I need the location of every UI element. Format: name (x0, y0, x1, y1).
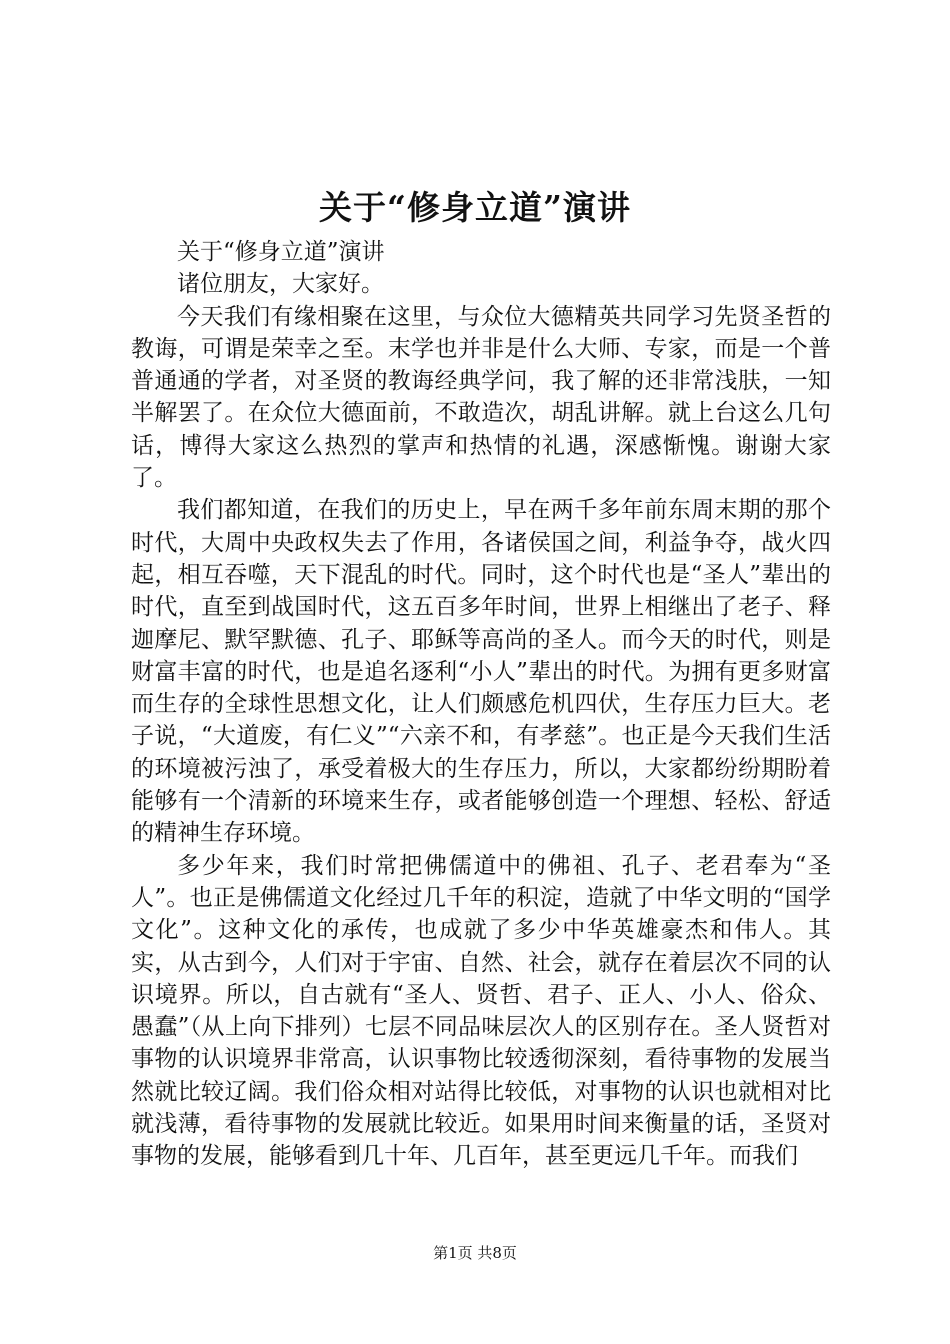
paragraph: 多少年来，我们时常把佛儒道中的佛祖、孔子、老君奉为“圣人”。也正是佛儒道文化经过几千年的积淀，造就了中华文明的“国学文化”。这种文化的承传，也成就了多少中华英雄豪杰和伟人。其实，从古到今，人们对于宇宙、自然、社会，就存在着层次不同的认识境界。所以，自古就有“圣人、贤哲、君子、正人、小人、俗众、愚蠢”（从上向下排列）七层不同品味层次人的区别存在。圣人贤哲对事物的认识境界非常高，认识事物比较透彻深刻，看待事物的发展当然就比较辽阔。我们俗众相对站得比较低，对事物的认识也就相对比就浅薄，看待事物的发展就比较近。如果用时间来衡量的话，圣贤对事物的发展，能够看到几十年、几百年，甚至更远几千年。而我们 (131, 852, 831, 1170)
document-body (131, 236, 831, 1173)
document-title: 关于“修身立道”演讲 (319, 188, 631, 227)
page-number: 第1页 共8页 (433, 1244, 517, 1262)
page-footer (0, 1243, 950, 1263)
paragraph: 今天我们有缘相聚在这里，与众位大德精英共同学习先贤圣哲的教诲，可谓是荣幸之至。末学也并非是什么大师、专家，而是一个普普通通的学者，对圣贤的教诲经典学问，我了解的还非常浅肤，一知半解罢了。在众位大德面前，不敢造次，胡乱讲解。就上台这么几句话，博得大家这么热烈的掌声和热情的礼遇，深感惭愧。谢谢大家了。 (131, 303, 831, 492)
paragraph: 我们都知道，在我们的历史上，早在两千多年前东周末期的那个时代，大周中央政权失去了作用，各诸侯国之间，利益争夺，战火四起，相互吞噬，天下混乱的时代。同时，这个时代也是“圣人”辈出的时代，直至到战国时代，这五百多年时间，世界上相继出了老子、释迦摩尼、默罕默德、孔子、耶稣等高尚的圣人。而今天的时代，则是财富丰富的时代，也是追名逐利“小人”辈出的时代。为拥有更多财富而生存的全球性思想文化，让人们颇感危机四伏，生存压力巨大。老子说，“大道废，有仁义”“六亲不和，有孝慈”。也正是今天我们生活的环境被污浊了，承受着极大的生存压力，所以，大家都纷纷期盼着能够有一个清新的环境来生存，或者能够创造一个理想、轻松、舒适的精神生存环境。 (131, 497, 831, 847)
paragraph-greeting: 诸位朋友，大家好。 (177, 271, 384, 298)
paragraph-subtitle: 关于“修身立道”演讲 (177, 239, 385, 265)
